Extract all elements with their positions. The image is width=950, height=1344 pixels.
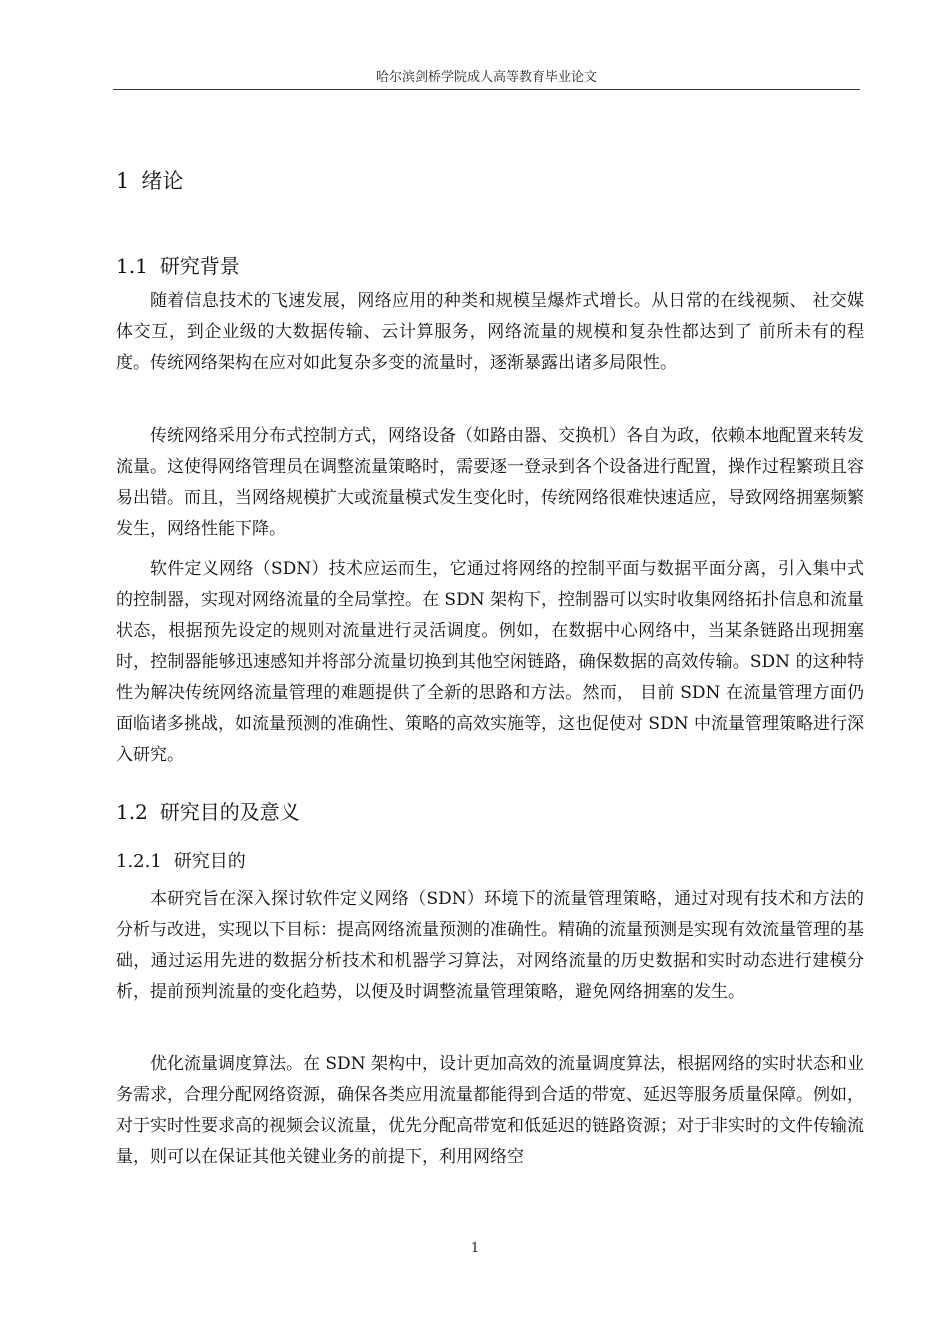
section-heading-1-2 <box>116 796 300 825</box>
chapter-title: 绪论 <box>141 169 184 193</box>
chapter-number: 1 <box>116 169 130 193</box>
page-number: 1 <box>470 1241 480 1256</box>
paragraph-2: 传统网络采用分布式控制方式，网络设备（如路由器、交换机）各自为政，依赖本地配置来转发流量。这使得网络管理员在调整流量策略时，需要逐一登录到各个设备进行配置，操作过程繁琐且容易出错。而且，当网络规模扩大或流量模式发生变化时，传统网络很难快速适应，导致网络拥塞频繁发生，网络性能下降。 <box>116 426 864 539</box>
section-title: 研究背景 <box>159 254 240 278</box>
subsection-heading-1-2-1 <box>116 847 246 873</box>
chapter-heading <box>116 165 183 195</box>
paragraph-5: 优化流量调度算法。在 SDN 架构中，设计更加高效的流量调度算法，根据网络的实时状态和业务需求，合理分配网络资源，确保各类应用流量都能得到合适的带宽、延迟等服务质量保障。例如，对于实时性要求高的视频会议流量，优先分配高带宽和低延迟的链路资源；对于非实时的文件传输流量，则可以在保证其他关键业务的前提下，利用网络空 <box>116 1054 864 1167</box>
page-header: 哈尔滨剑桥学院成人高等教育毕业论文 <box>375 70 597 85</box>
subsection-title: 研究目的 <box>173 851 246 872</box>
header-divider <box>113 89 860 90</box>
paragraph-4: 本研究旨在深入探讨软件定义网络（SDN）环境下的流量管理策略，通过对现有技术和方法的分析与改进，实现以下目标：提高网络流量预测的准确性。精确的流量预测是实现有效流量管理的基础，通过运用先进的数据分析技术和机器学习算法，对网络流量的历史数据和实时动态进行建模分析，提前预判流量的变化趋势，以便及时调整流量管理策略，避免网络拥塞的发生。 <box>116 889 864 1002</box>
paragraph-1: 随着信息技术的飞速发展，网络应用的种类和规模呈爆炸式增长。从日常的在线视频、 社交媒体交互，到企业级的大数据传输、云计算服务，网络流量的规模和复杂性都达到了 前所未有的程度。传统网络架构在应对如此复杂多变的流量时，逐渐暴露出诸多局限性。 <box>116 291 864 373</box>
section-heading-1-1 <box>116 250 240 279</box>
section-number: 1.1 <box>116 254 148 278</box>
section-title: 研究目的及意义 <box>159 800 300 824</box>
section-number: 1.2 <box>116 800 148 824</box>
paragraph-3: 软件定义网络（SDN）技术应运而生，它通过将网络的控制平面与数据平面分离，引入集中式的控制器，实现对网络流量的全局掌控。在 SDN 架构下，控制器可以实时收集网络拓扑信息和流量状态，根据预先设定的规则对流量进行灵活调度。例如，在数据中心网络中，当某条链路出现拥塞时，控制器能够迅速感知并将部分流量切换到其他空闲链路，确保数据的高效传输。SDN 的这种特性为解决传统网络流量管理的难题提供了全新的思路和方法。然而， 目前 SDN 在流量管理方面仍面临诸多挑战，如流量预测的准确性、策略的高效实施等，这也促使对 SDN 中流量管理策略进行深入研究。 <box>116 559 864 765</box>
subsection-number: 1.2.1 <box>116 851 162 872</box>
